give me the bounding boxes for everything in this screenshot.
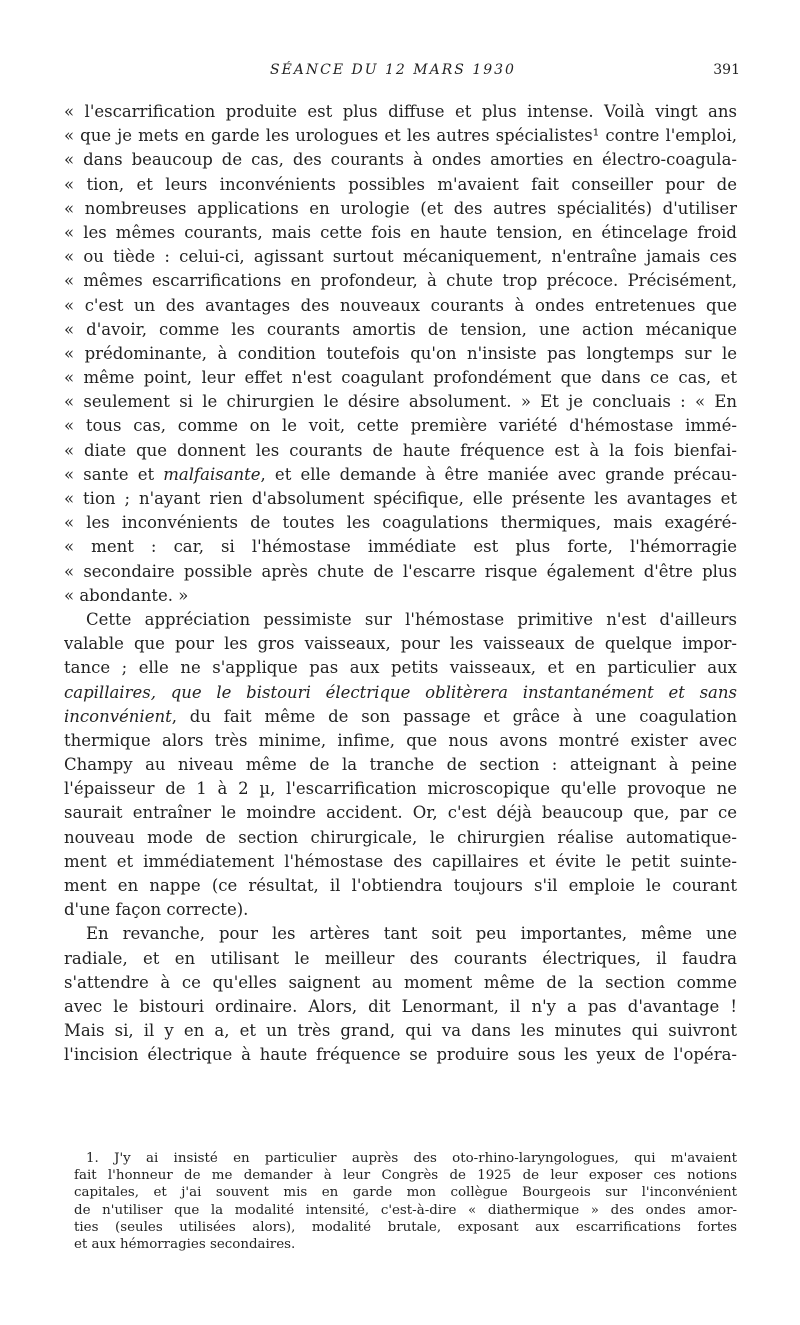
footnote-line xyxy=(74,1184,737,1201)
text-span: « tion, et leurs inconvénients possibles m'avaient fait conseiller pour de xyxy=(64,174,737,194)
text-span: avec le bistouri ordinaire. Alors, dit Lenormant, il n'y a pas d'avantage ! xyxy=(64,996,737,1016)
text-span: « que je mets en garde les urologues et les autres spécialistes¹ contre l'emploi, xyxy=(64,126,737,146)
text-line xyxy=(64,826,737,850)
text-line xyxy=(64,850,737,874)
text-line xyxy=(64,294,737,318)
text-line xyxy=(64,947,737,971)
text-span: 1. J'y ai insisté en particulier auprès des oto-rhino-laryngologues, qui m'avaient xyxy=(86,1151,737,1166)
text-span: « diate que donnent les courants de haute fréquence est à la fois bienfai- xyxy=(64,440,737,460)
text-line xyxy=(64,681,737,705)
text-span: En revanche, pour les artères tant soit peu importantes, même une xyxy=(86,924,737,944)
text-line xyxy=(64,584,737,608)
text-span: ment et immédiatement l'hémostase des capillaires et évite le petit suinte- xyxy=(64,851,737,871)
body-text xyxy=(64,100,737,1068)
text-span: « les inconvénients de toutes les coagulations thermiques, mais exagéré- xyxy=(64,513,737,533)
text-line xyxy=(64,801,737,825)
text-line xyxy=(64,560,737,584)
text-span: « les mêmes courants, mais cette fois en haute tension, en étincelage froid xyxy=(64,222,737,242)
text-span: « dans beaucoup de cas, des courants à ondes amorties en électro-coagula- xyxy=(64,150,737,170)
text-span: tance ; elle ne s'applique pas aux petits vaisseaux, et en particulier aux xyxy=(64,658,737,678)
text-line xyxy=(64,656,737,680)
footnote-line xyxy=(74,1167,737,1184)
text-line xyxy=(64,971,737,995)
text-span: Champy au niveau même de la tranche de section : atteignant à peine xyxy=(64,755,737,775)
text-line xyxy=(64,487,737,511)
text-line xyxy=(64,777,737,801)
text-span: l'incision électrique à haute fréquence se produire sous les yeux de l'opéra- xyxy=(64,1045,737,1065)
text-span: « tous cas, comme on le voit, cette première variété d'hémostase immé- xyxy=(64,416,737,436)
footnote-line xyxy=(74,1202,737,1219)
text-span: ties (seules utilisées alors), modalité brutale, exposant aux escarrifications fortes xyxy=(74,1219,737,1235)
text-span: saurait entraîner le moindre accident. Or, c'est déjà beaucoup que, par ce xyxy=(64,803,737,823)
text-line xyxy=(64,535,737,559)
text-line xyxy=(64,100,737,124)
text-line xyxy=(64,753,737,777)
text-line xyxy=(64,197,737,221)
italic-text: capillaires, que le bistouri électrique oblitèrera instantanément et sans xyxy=(64,682,737,702)
text-span: capitales, et j'ai souvent mis en garde mon collègue Bourgeois sur l'inconvénient xyxy=(74,1185,737,1201)
text-span: ment en nappe (ce résultat, il l'obtiendra toujours s'il emploie le courant xyxy=(64,876,737,895)
text-span: Cette appréciation pessimiste sur l'hémostase primitive n'est d'ailleurs xyxy=(86,609,737,629)
text-line xyxy=(64,148,737,172)
text-span: l'épaisseur de 1 à 2 µ, l'escarrification microscopique qu'elle provoque ne xyxy=(64,779,737,799)
text-line xyxy=(64,173,737,197)
text-line xyxy=(64,390,737,414)
text-line xyxy=(64,439,737,463)
text-line xyxy=(64,269,737,293)
text-line xyxy=(64,922,737,946)
italic-text: inconvénient xyxy=(64,706,172,726)
text-span: radiale, et en utilisant le meilleur des courants électriques, il faudra xyxy=(64,948,737,968)
text-span: « l'escarrification produite est plus diffuse et plus intense. Voilà vingt ans xyxy=(64,102,737,121)
text-line xyxy=(64,342,737,366)
text-line xyxy=(64,245,737,269)
footnotes xyxy=(74,1150,737,1253)
text-span: « seulement si le chirurgien le désire absolument. » Et je concluais : « En xyxy=(64,392,737,412)
text-line xyxy=(64,511,737,535)
italic-text: malfaisante xyxy=(163,464,261,484)
text-span: fait l'honneur de me demander à leur Congrès de 1925 de leur exposer ces notions xyxy=(74,1168,737,1184)
text-line xyxy=(64,995,737,1019)
text-span: Mais si, il y en a, et un très grand, qui va dans les minutes qui suivront xyxy=(64,1021,737,1041)
text-span: « prédominante, à condition toutefois qu'on n'insiste pas longtemps sur le xyxy=(64,343,737,363)
page-number: 391 xyxy=(713,62,740,78)
text-span: valable que pour les gros vaisseaux, pour les vaisseaux de quelque impor- xyxy=(64,634,737,654)
text-line xyxy=(64,898,737,922)
text-line xyxy=(64,874,737,898)
text-line xyxy=(64,729,737,753)
text-span: « ou tiède : celui-ci, agissant surtout mécaniquement, n'entraîne jamais ces xyxy=(64,247,737,267)
text-span: « c'est un des avantages des nouveaux courants à ondes entretenues que xyxy=(64,295,737,315)
text-span: et aux hémorragies secondaires. xyxy=(74,1236,296,1252)
text-line xyxy=(64,318,737,342)
text-line xyxy=(64,463,737,487)
text-span: « secondaire possible après chute de l'escarre risque également d'être plus xyxy=(64,561,737,581)
footnote-line xyxy=(74,1219,737,1236)
text-line xyxy=(64,608,737,632)
text-span: « sante et xyxy=(64,464,164,484)
text-span: nouveau mode de section chirurgicale, le chirurgien réalise automatique- xyxy=(64,827,737,847)
text-span: s'attendre à ce qu'elles saignent au moment même de la section comme xyxy=(64,972,737,992)
text-span: « nombreuses applications en urologie (et des autres spécialités) d'utiliser xyxy=(64,198,737,218)
text-span: « ment : car, si l'hémostase immédiate est plus forte, l'hémorragie xyxy=(64,537,737,557)
text-line xyxy=(64,414,737,438)
running-header xyxy=(60,62,740,84)
text-line xyxy=(64,366,737,390)
text-span: « même point, leur effet n'est coagulant profondément que dans ce cas, et xyxy=(64,368,737,388)
text-line xyxy=(64,221,737,245)
footnote-line xyxy=(74,1236,737,1253)
text-span: , et elle demande à être maniée avec grande précau- xyxy=(260,464,737,484)
text-span: « tion ; n'ayant rien d'absolument spécifique, elle présente les avantages et xyxy=(64,489,737,508)
footnote-line xyxy=(74,1150,737,1167)
text-line xyxy=(64,1019,737,1043)
text-line xyxy=(64,124,737,148)
text-span: « mêmes escarrifications en profondeur, à chute trop précoce. Précisément, xyxy=(64,271,737,291)
text-span: d'une façon correcte). xyxy=(64,900,249,920)
text-span: « abondante. » xyxy=(64,585,189,605)
text-span: thermique alors très minime, infime, que nous avons montré exister avec xyxy=(64,730,737,750)
text-line xyxy=(64,1043,737,1067)
text-line xyxy=(64,632,737,656)
text-line xyxy=(64,705,737,729)
text-span: de n'utiliser que la modalité intensité, c'est-à-dire « diathermique » des ondes amor- xyxy=(74,1202,737,1218)
text-span: , du fait même de son passage et grâce à une coagulation xyxy=(171,706,737,726)
text-span: « d'avoir, comme les courants amortis de tension, une action mécanique xyxy=(64,319,737,339)
running-title: SÉANCE DU 12 MARS 1930 xyxy=(270,62,516,78)
